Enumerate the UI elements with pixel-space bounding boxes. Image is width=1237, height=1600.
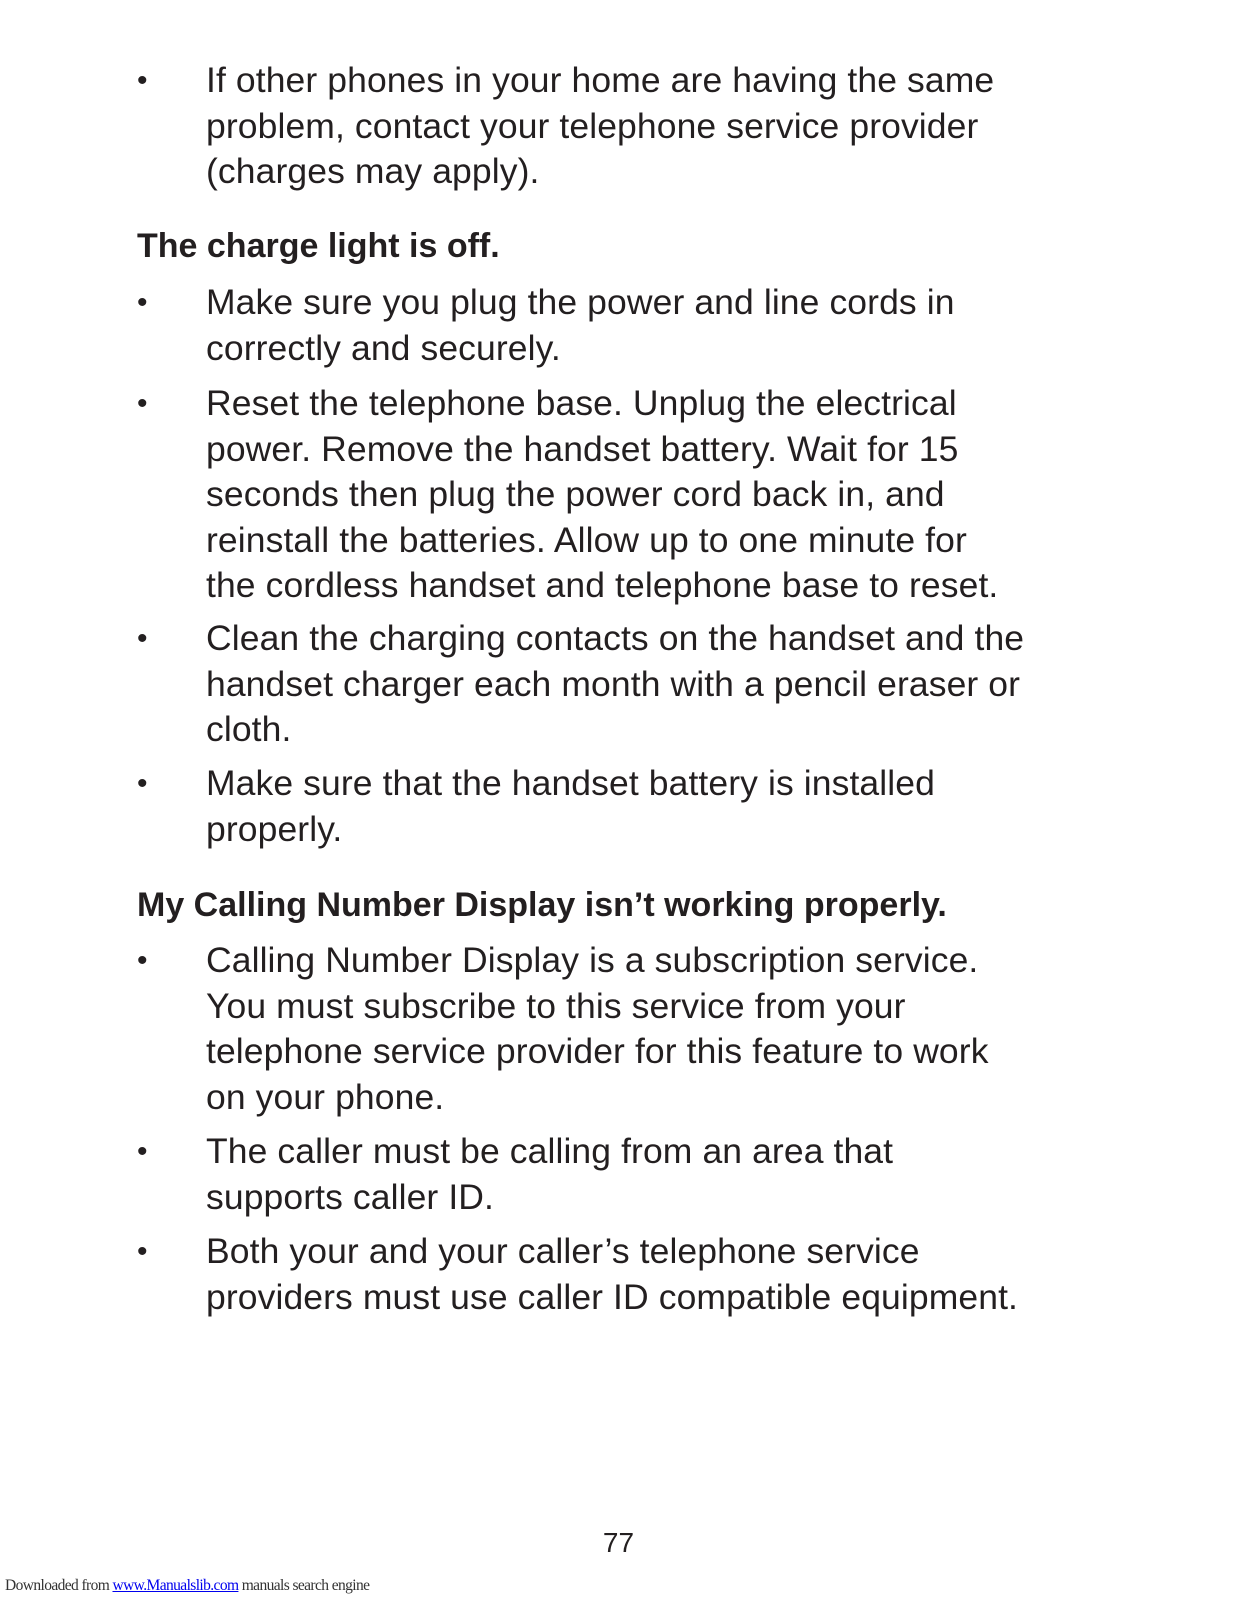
bullet-text: Reset the telephone base. Unplug the electrical power. Remove the handset battery. Wait for 15 seconds then plug the power cord back in, and reinstall the batteries. Allow up to one minute for the cordless handset and telephone base to reset. xyxy=(206,383,999,606)
bullet-marker: • xyxy=(137,944,148,977)
bullet-marker: • xyxy=(137,286,148,319)
download-footer xyxy=(5,1577,369,1595)
manualslib-link[interactable]: www.Manualslib.com xyxy=(112,1577,239,1594)
bullet-text: Make sure that the handset battery is installed properly. xyxy=(206,763,935,849)
bullet-marker: • xyxy=(137,1135,148,1168)
bullet-marker: • xyxy=(137,64,148,97)
footer-prefix: Downloaded from xyxy=(5,1577,113,1594)
footer-suffix: manuals search engine xyxy=(238,1577,370,1594)
bullet-marker: • xyxy=(137,387,148,420)
bullet-text: Both your and your caller’s telephone service providers must use caller ID compatible equipment. xyxy=(206,1231,1019,1317)
bullet-text: Calling Number Display is a subscription service. You must subscribe to this service from your telephone service provider for this feature to work on your phone. xyxy=(206,940,989,1117)
section-heading-charge-light: The charge light is off. xyxy=(137,227,500,265)
section-heading-calling-number-display: My Calling Number Display isn’t working properly. xyxy=(137,886,947,924)
bullet-text: The caller must be calling from an area that supports caller ID. xyxy=(206,1131,894,1217)
bullet-marker: • xyxy=(137,1235,148,1268)
bullet-text: Clean the charging contacts on the handset and the handset charger each month with a pencil eraser or cloth. xyxy=(206,618,1025,750)
page-number: 77 xyxy=(602,1527,635,1558)
bullet-text: Make sure you plug the power and line cords in correctly and securely. xyxy=(206,282,955,368)
bullet-marker: • xyxy=(137,622,148,655)
bullet-text: If other phones in your home are having the same problem, contact your telephone service provider (charges may apply). xyxy=(206,60,995,192)
bullet-marker: • xyxy=(137,767,148,800)
